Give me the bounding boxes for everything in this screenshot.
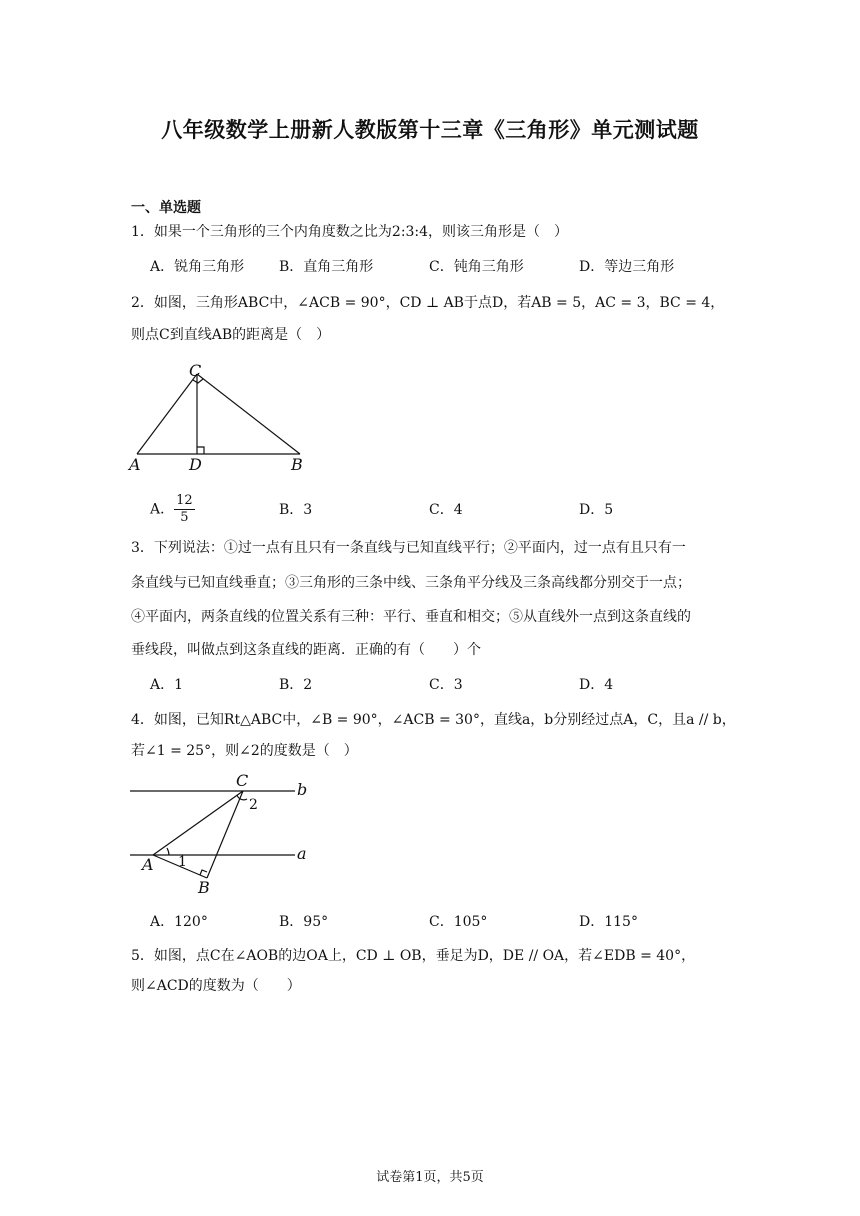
q3-option-b: B．2 <box>279 677 313 693</box>
question-2-text-line-1: 2．如图，三角形ABC中，∠ACB = 90°，CD ⊥ AB于点D，若AB = 5，AC = 3，BC = 4， <box>131 295 725 311</box>
q4-label-a-line: a <box>297 844 307 863</box>
q2-label-b: B <box>291 455 303 474</box>
q4-option-b: B．95° <box>279 914 329 930</box>
question-3-text-line-3: ④平面内，两条直线的位置关系有三种：平行、垂直和相交；⑤从直线外一点到这条直线的 <box>131 609 691 625</box>
q3-option-a: A．1 <box>150 677 184 693</box>
q2-triangle-figure <box>125 360 315 480</box>
q4-label-c: C <box>236 772 249 790</box>
question-5-text-line-2: 则∠ACD的度数为（ ） <box>131 978 301 994</box>
question-4-text-line-2: 若∠1 = 25°，则∠2的度数是（ ） <box>131 743 358 759</box>
q3-option-c: C．3 <box>429 677 463 693</box>
q1-option-c: C．钝角三角形 <box>429 259 524 275</box>
q1-option-b: B．直角三角形 <box>279 259 374 275</box>
question-1-text: 1．如果一个三角形的三个内角度数之比为2:3:4，则该三角形是（ ） <box>131 224 569 240</box>
question-4-text-line-1: 4．如图，已知Rt△ABC中，∠B = 90°，∠ACB = 30°，直线a，b分别经过点A，C，且a // b， <box>131 712 736 728</box>
q2-option-c: C．4 <box>429 502 463 518</box>
q4-option-c: C．105° <box>429 914 488 930</box>
q1-option-a: A．锐角三角形 <box>150 259 245 275</box>
fraction-denominator: 5 <box>180 510 189 525</box>
question-5-text-line-1: 5．如图，点C在∠AOB的边OA上，CD ⊥ OB，垂足为D，DE // OA，若∠EDB = 40°， <box>131 948 696 964</box>
question-3-text-line-2: 条直线与已知直线垂直；③三角形的三条中线、三条角平分线及三条高线都分别交于一点； <box>131 575 691 591</box>
q4-option-a: A．120° <box>150 914 208 930</box>
q4-option-d: D．115° <box>579 914 638 930</box>
page-footer: 试卷第1页，共5页 <box>376 1170 484 1185</box>
q4-label-b-line: b <box>297 780 308 799</box>
q2-option-b: B．3 <box>279 502 313 518</box>
question-3-text-line-1: 3．下列说法：①过一点有且只有一条直线与已知直线平行；②平面内，过一点有且只有一 <box>131 540 686 556</box>
question-2-text-line-2: 则点C到直线AB的距离是（ ） <box>131 327 331 343</box>
q2-option-a-label: A． <box>150 501 175 518</box>
q4-label-2: 2 <box>249 797 258 813</box>
q2-option-a-fraction <box>174 493 195 526</box>
q4-parallel-lines-figure <box>125 772 325 897</box>
question-3-text-line-4: 垂线段，叫做点到这条直线的距离．正确的有（ ）个 <box>131 642 481 658</box>
fraction-numerator: 12 <box>176 493 193 508</box>
q2-option-d: D．5 <box>579 502 614 518</box>
q4-label-a: A <box>142 855 154 874</box>
q4-label-1: 1 <box>178 854 187 870</box>
section-heading: 一、单选题 <box>131 200 201 216</box>
q1-option-d: D．等边三角形 <box>579 259 675 275</box>
q2-label-c: C <box>189 361 202 380</box>
q2-label-a: A <box>129 455 141 474</box>
q2-label-d: D <box>189 455 202 474</box>
q3-option-d: D．4 <box>579 677 614 693</box>
q2-option-a <box>150 493 195 526</box>
page-title: 八年级数学上册新人教版第十三章《三角形》单元测试题 <box>161 118 699 142</box>
q4-label-b: B <box>198 878 210 897</box>
